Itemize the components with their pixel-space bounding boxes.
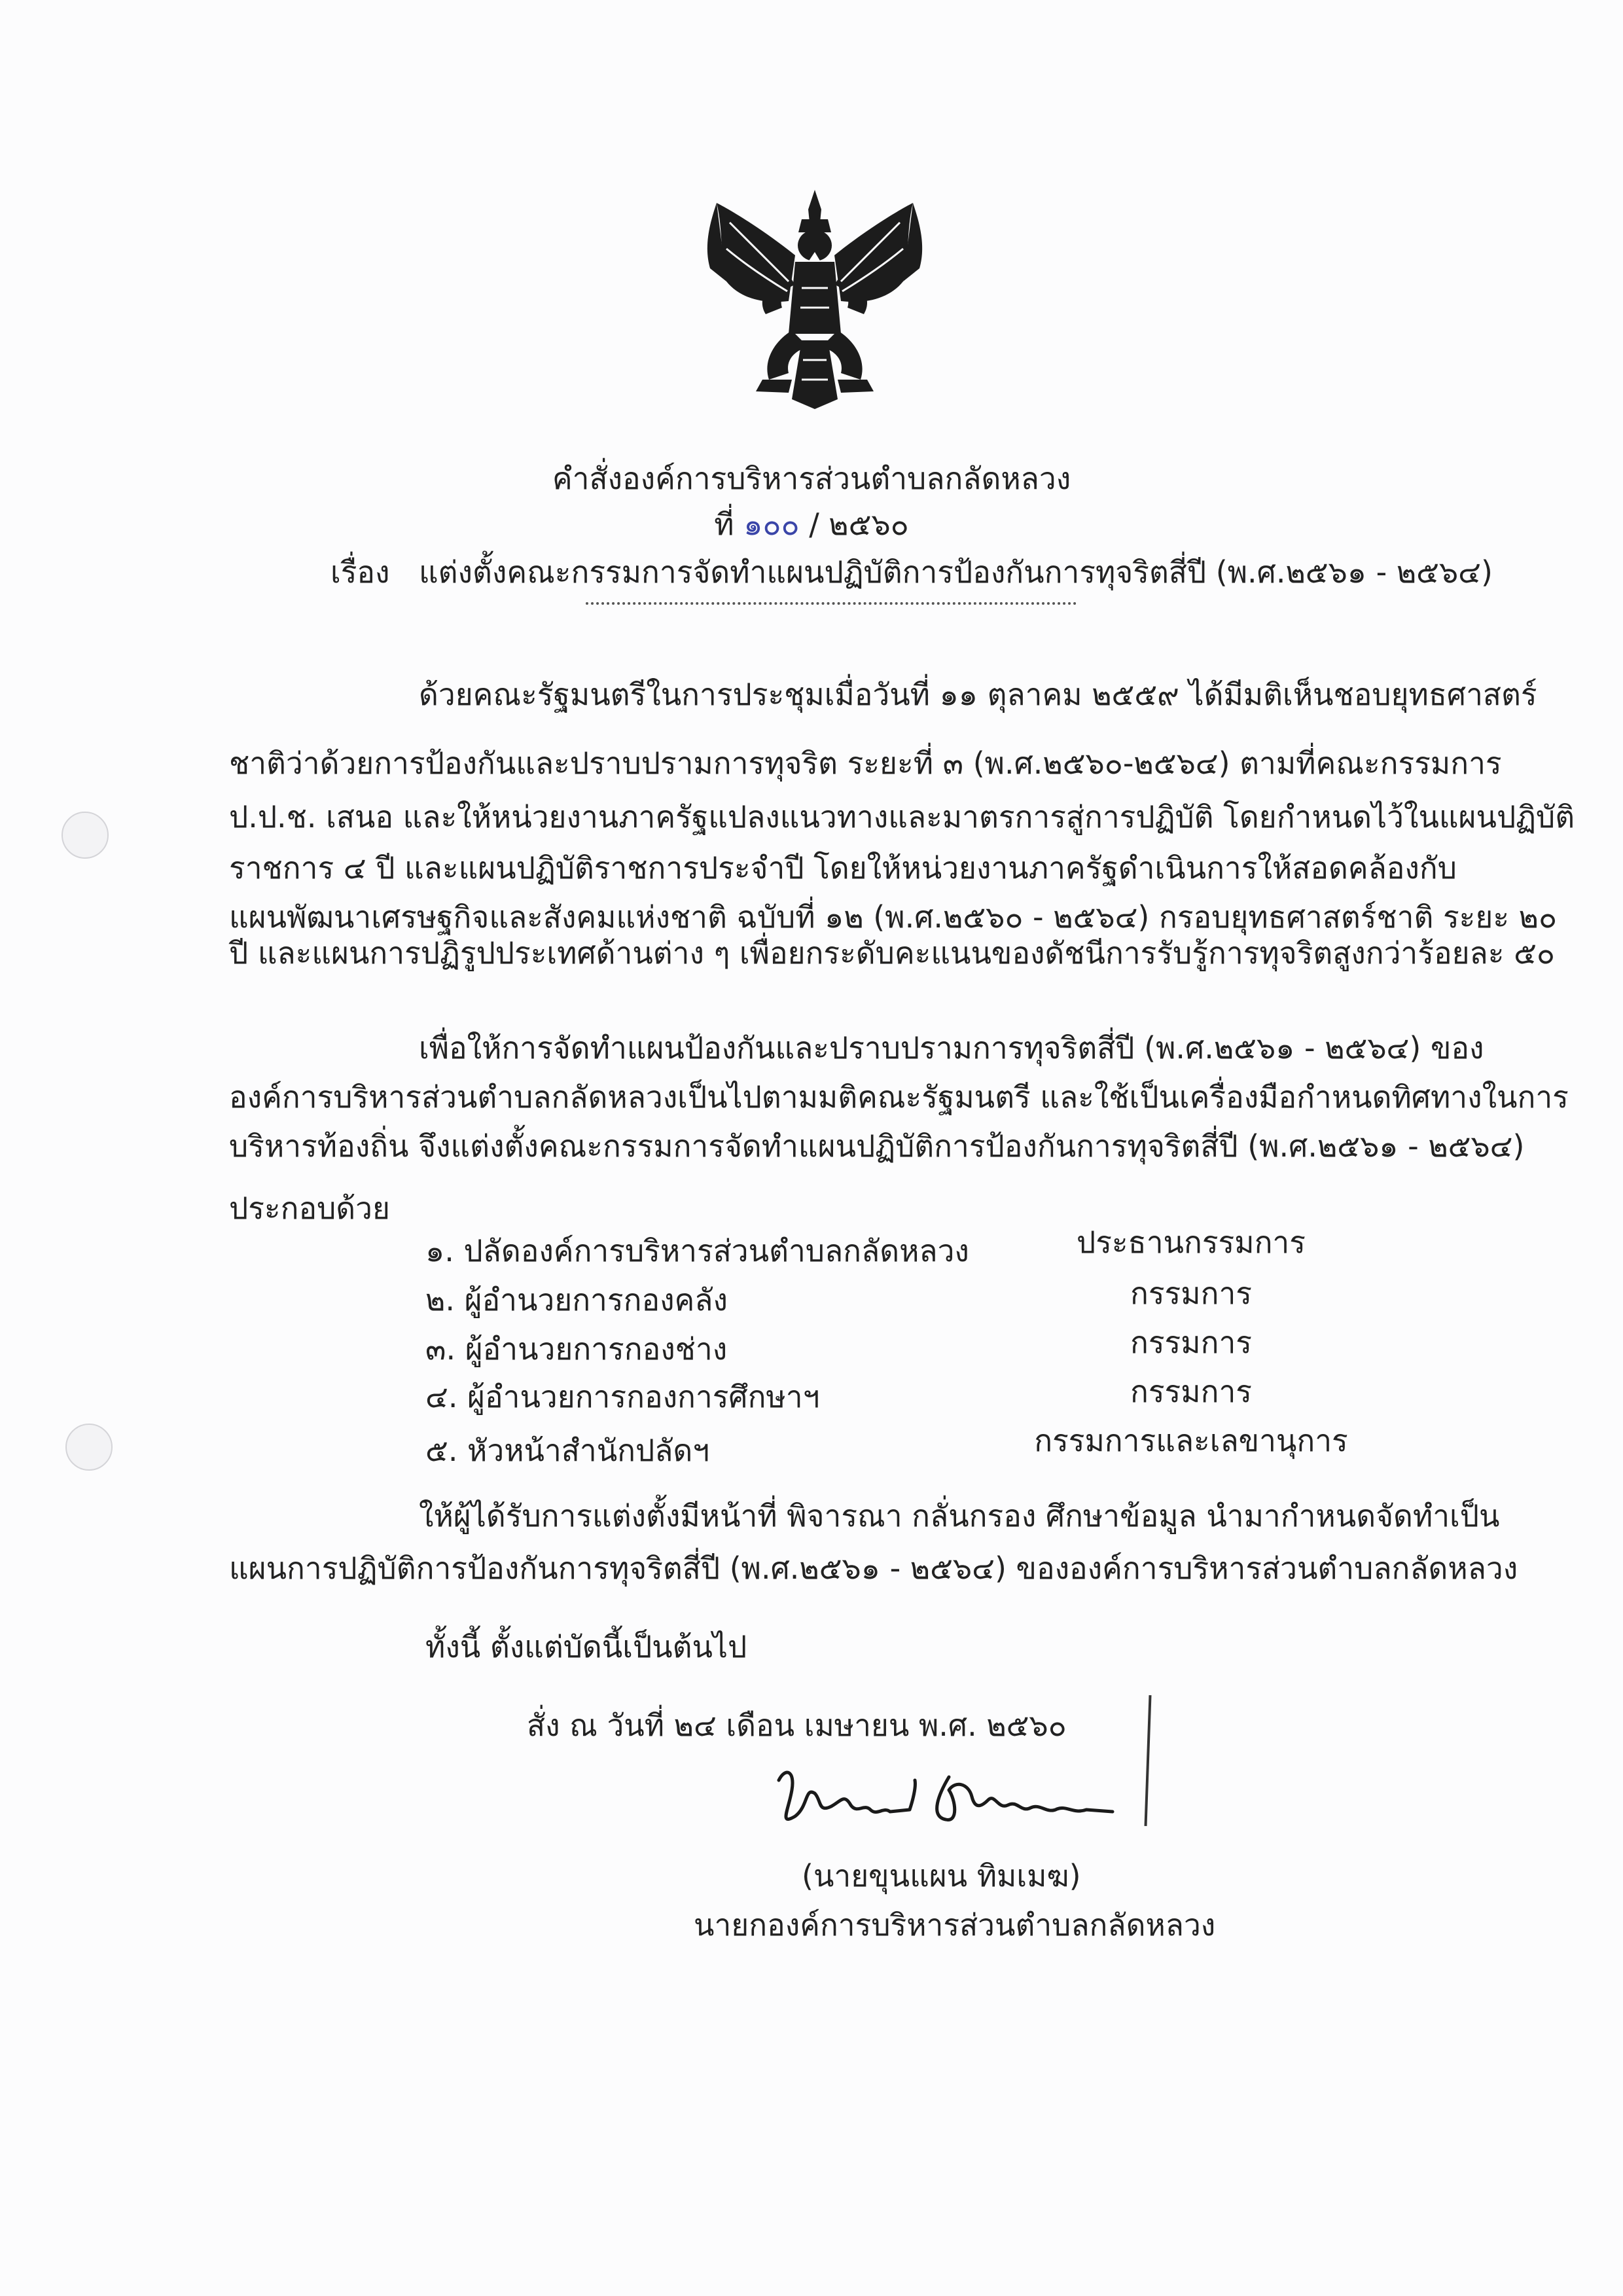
- signer-position: นายกองค์การบริหารส่วนตำบลกลัดหลวง: [694, 1907, 1216, 1943]
- para1-line: แผนพัฒนาเศรษฐกิจและสังคมแห่งชาติ ฉบับที่ ๑๒ (พ.ศ.๒๕๖๐ - ๒๕๖๔) กรอบยุทธศาสตร์ชาติ ระยะ ๒๐: [229, 899, 1558, 935]
- garuda-emblem: [704, 183, 926, 412]
- para1-line: ชาติว่าด้วยการป้องกันและปราบปรามการทุจริต ระยะที่ ๓ (พ.ศ.๒๕๖๐-๒๕๖๔) ตามที่คณะกรรมการ: [229, 745, 1502, 781]
- member-role: กรรมการและเลขานุการ: [1034, 1423, 1348, 1458]
- subject-label: เรื่อง: [330, 554, 390, 590]
- member-name: ๔. ผู้อำนวยการกองการศึกษาฯ: [425, 1379, 820, 1414]
- para3-line: แผนการปฏิบัติการป้องกันการทุจริตสี่ปี (พ.ศ.๒๕๖๑ - ๒๕๖๔) ขององค์การบริหารส่วนตำบลกลัดหลวง: [229, 1551, 1518, 1586]
- member-name: ๓. ผู้อำนวยการกองช่าง: [425, 1331, 728, 1367]
- order-date: สั่ง ณ วันที่ ๒๔ เดือน เมษายน พ.ศ. ๒๕๖๐: [527, 1708, 1067, 1743]
- member-role: กรรมการ: [1130, 1374, 1252, 1409]
- para3-line: ให้ผู้ได้รับการแต่งตั้งมีหน้าที่ พิจารณา กลั่นกรอง ศึกษาข้อมูล นำมากำหนดจัดทำเป็น: [419, 1498, 1500, 1534]
- member-role: กรรมการ: [1130, 1325, 1252, 1360]
- order-number: [419, 501, 1204, 548]
- para1-line: ปี และแผนการปฏิรูปประเทศด้านต่าง ๆ เพื่อยกระดับคะแนนของดัชนีการรับรู้การทุจริตสูงกว่าร้อยละ ๕๐: [229, 935, 1555, 971]
- member-role: ประธานกรรมการ: [1077, 1225, 1306, 1260]
- subject-text: แต่งตั้งคณะกรรมการจัดทำแผนปฏิบัติการป้องกันการทุจริตสี่ปี (พ.ศ.๒๕๖๑ - ๒๕๖๔): [419, 554, 1493, 590]
- signer-name: (นายขุนแผน ทิมเมฆ): [802, 1858, 1081, 1893]
- punch-hole-top: [62, 812, 109, 859]
- para2-line: ประกอบด้วย: [229, 1191, 390, 1226]
- effective-statement: ทั้งนี้ ตั้งแต่บัดนี้เป็นต้นไป: [425, 1629, 747, 1664]
- order-number-prefix: ที่: [714, 507, 734, 542]
- order-number-year: / ๒๕๖๐: [809, 507, 909, 542]
- para1-line: ป.ป.ช. เสนอ และให้หน่วยงานภาครัฐแปลงแนวทางและมาตรการสู่การปฏิบัติ โดยกำหนดไว้ในแผนปฏิบัติ: [229, 799, 1575, 834]
- member-name: ๑. ปลัดองค์การบริหารส่วนตำบลกลัดหลวง: [425, 1233, 969, 1268]
- order-title: คำสั่งองค์การบริหารส่วนตำบลกลัดหลวง: [552, 461, 1071, 496]
- para2-line: องค์การบริหารส่วนตำบลกลัดหลวงเป็นไปตามมติคณะรัฐมนตรี และใช้เป็นเครื่องมือกำหนดทิศทางในการ: [229, 1079, 1569, 1115]
- handwritten-signature: [759, 1754, 1152, 1846]
- punch-hole-bottom: [65, 1424, 113, 1471]
- para2-line: บริหารท้องถิ่น จึงแต่งตั้งคณะกรรมการจัดทำแผนปฏิบัติการป้องกันการทุจริตสี่ปี (พ.ศ.๒๕๖๑ - ๒๕๖๔): [229, 1128, 1525, 1164]
- para1-line: ราชการ ๔ ปี และแผนปฏิบัติราชการประจำปี โดยให้หน่วยงานภาครัฐดำเนินการให้สอดคล้องกับ: [229, 850, 1457, 886]
- order-number-value: ๑๐๐: [743, 507, 800, 542]
- para2-line: เพื่อให้การจัดทำแผนป้องกันและปราบปรามการทุจริตสี่ปี (พ.ศ.๒๕๖๑ - ๒๕๖๔) ของ: [419, 1030, 1484, 1066]
- dotted-separator: [586, 596, 1077, 605]
- para1-line: ด้วยคณะรัฐมนตรีในการประชุมเมื่อวันที่ ๑๑ ตุลาคม ๒๕๕๙ ได้มีมติเห็นชอบยุทธศาสตร์: [419, 677, 1537, 712]
- member-name: ๒. ผู้อำนวยการกองคลัง: [425, 1282, 728, 1318]
- member-role: กรรมการ: [1130, 1276, 1252, 1311]
- member-name: ๕. หัวหน้าสำนักปลัดฯ: [425, 1433, 710, 1468]
